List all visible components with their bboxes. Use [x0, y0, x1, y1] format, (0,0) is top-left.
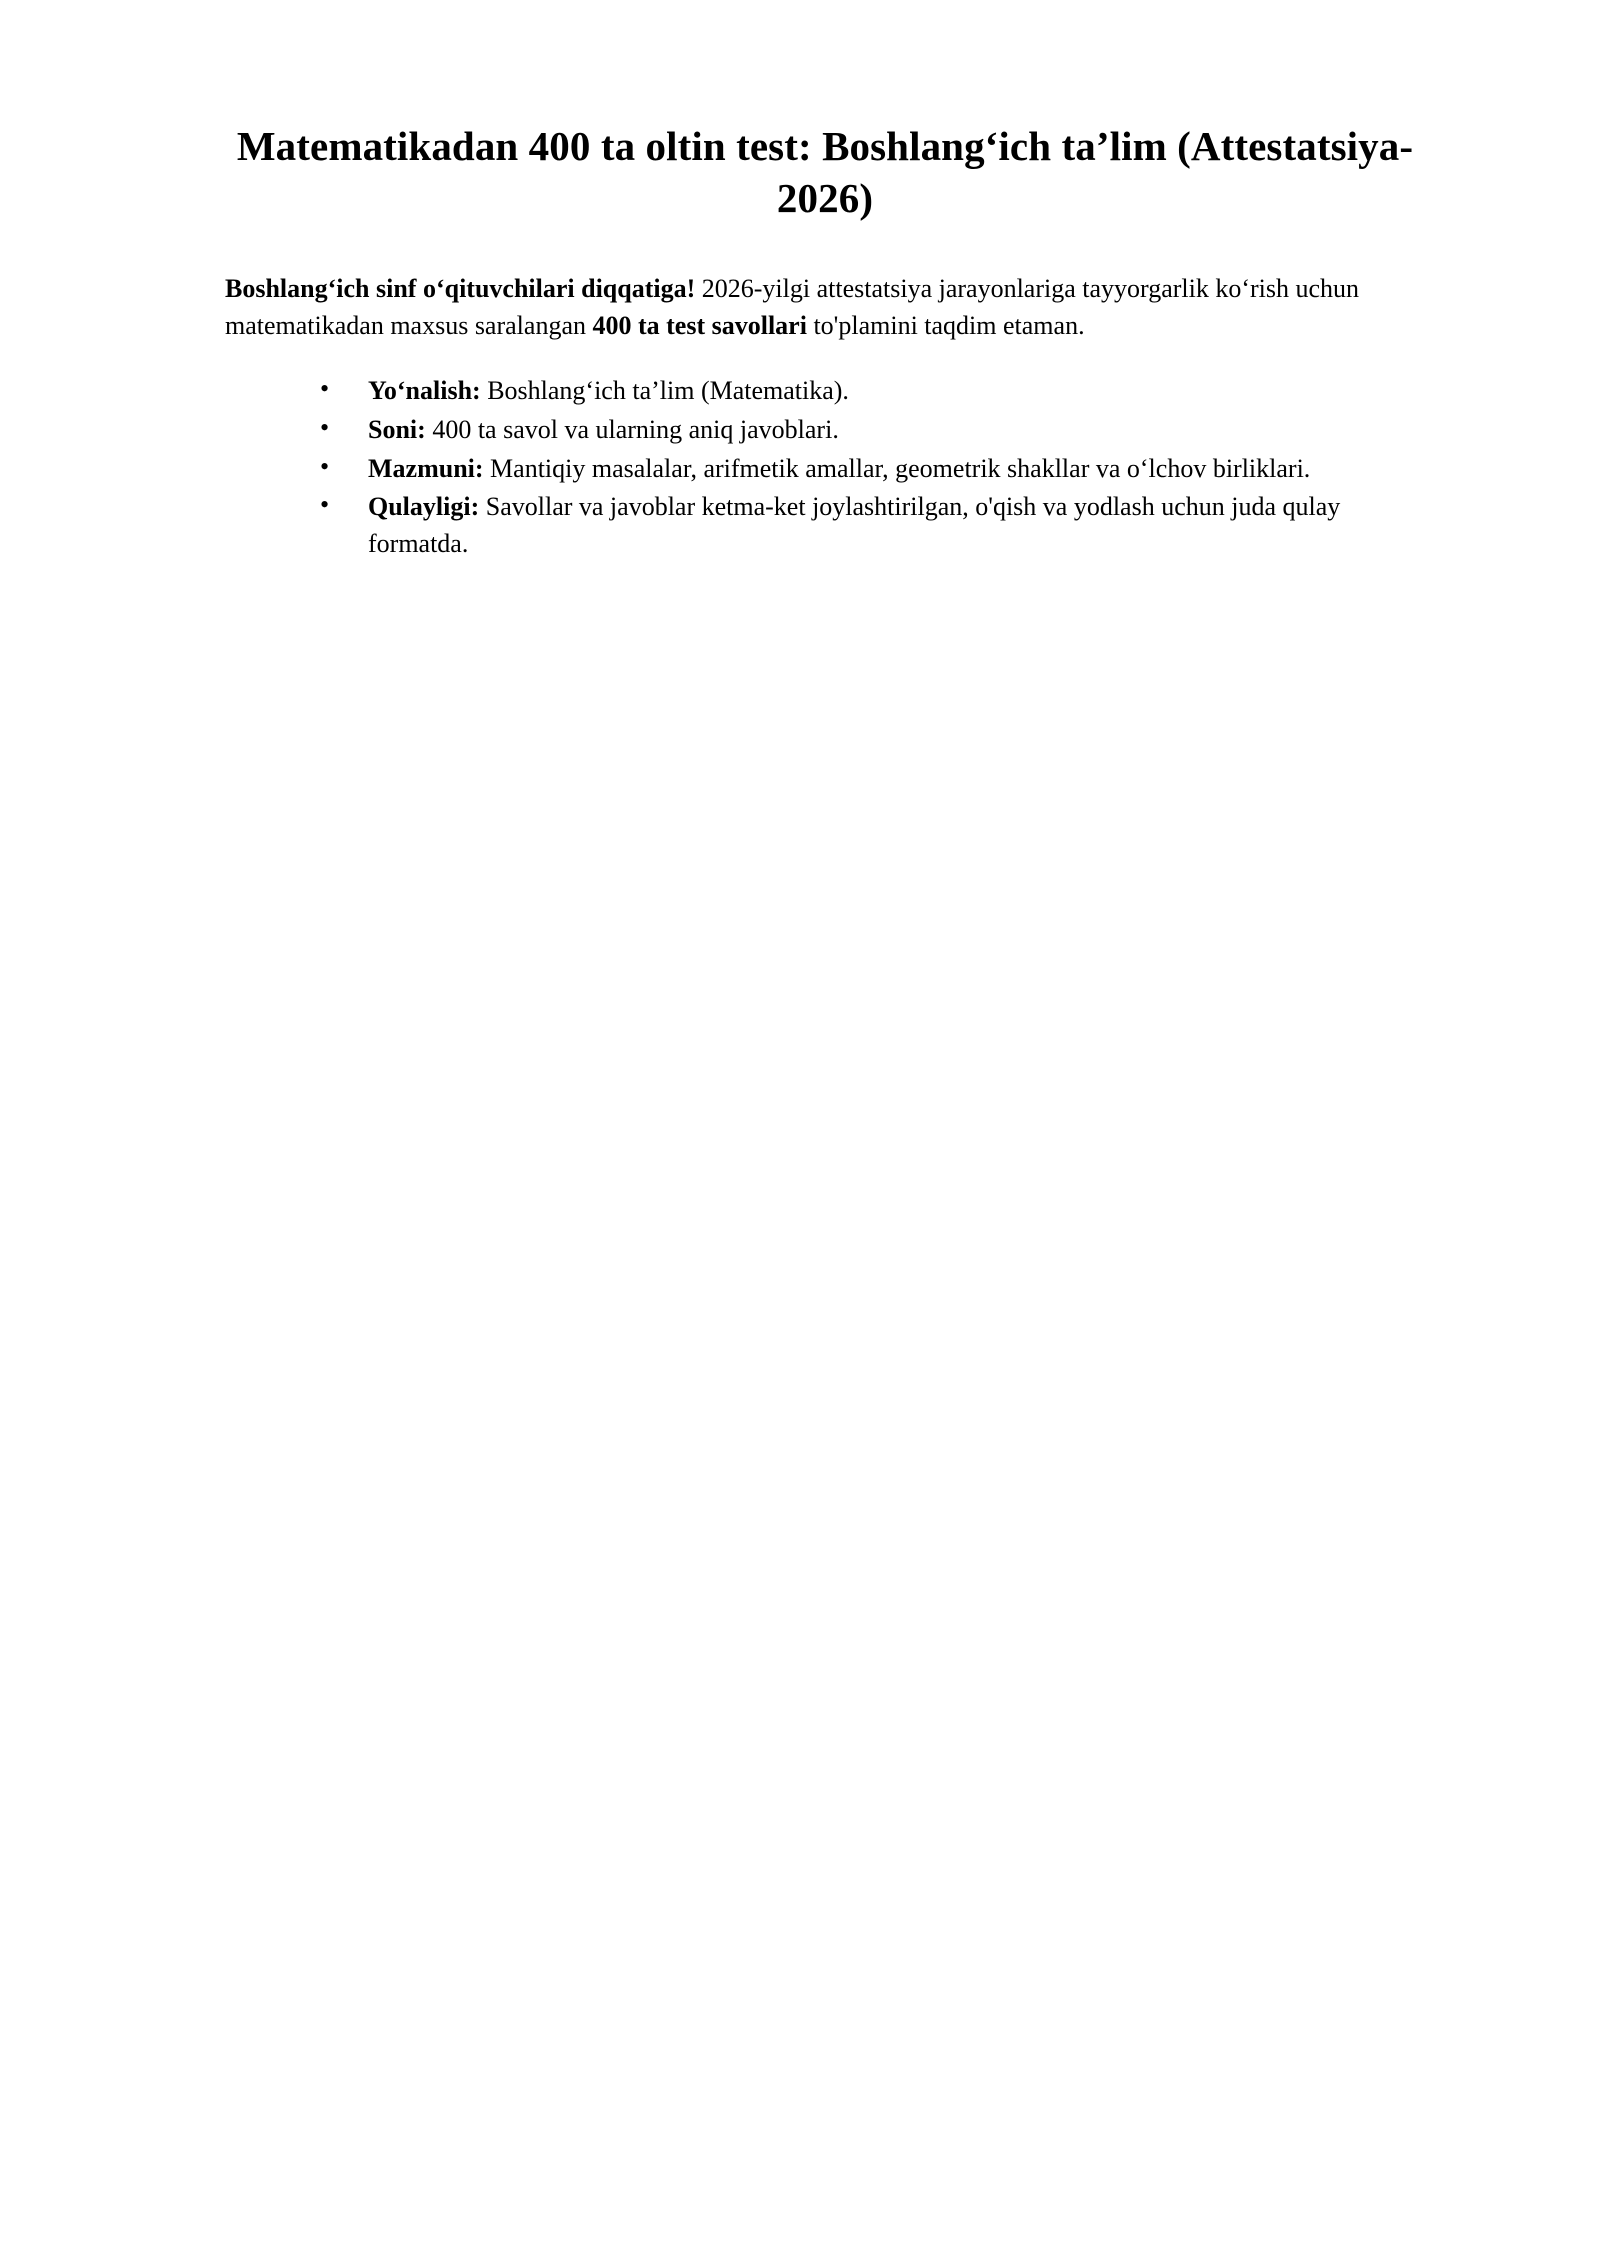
intro-lead: Boshlang‘ich sinf o‘qituvchilari diqqatiga!: [225, 273, 696, 303]
list-item-label: Mazmuni:: [368, 453, 484, 483]
list-item: [320, 373, 1425, 410]
page-title: Matematikadan 400 ta oltin test: Boshlang‘ich ta’lim (Attestatsiya-2026): [236, 123, 1414, 222]
list-item-label: Soni:: [368, 414, 426, 444]
list-item-label: Yo‘nalish:: [368, 375, 481, 405]
list-item-value: Boshlang‘ich ta’lim (Matematika).: [480, 375, 849, 405]
intro-paragraph: [225, 271, 1425, 345]
list-item-label: Qulayligi:: [368, 492, 480, 522]
intro-emphasis: 400 ta test savollari: [592, 310, 807, 340]
feature-list: [225, 373, 1425, 564]
list-item-value: Mantiqiy masalalar, arifmetik amallar, geometrik shakllar va o‘lchov birliklari.: [483, 453, 1311, 483]
intro-text-2: to'plamini taqdim etaman.: [806, 310, 1085, 340]
intro-text-1: 2026-yilgi attestatsiya jarayonlariga tayyorgarlik ko‘rish uchun matematikadan maxsus saralangan: [225, 273, 1360, 340]
list-item: [320, 412, 1425, 449]
list-item-value: Savollar va javoblar ketma-ket joylashtirilgan, o'qish va yodlash uchun juda qulay formatda.: [368, 492, 1341, 559]
list-item: [320, 451, 1425, 488]
list-item: [320, 489, 1425, 563]
list-item-value: 400 ta savol va ularning aniq javoblari.: [425, 414, 839, 444]
